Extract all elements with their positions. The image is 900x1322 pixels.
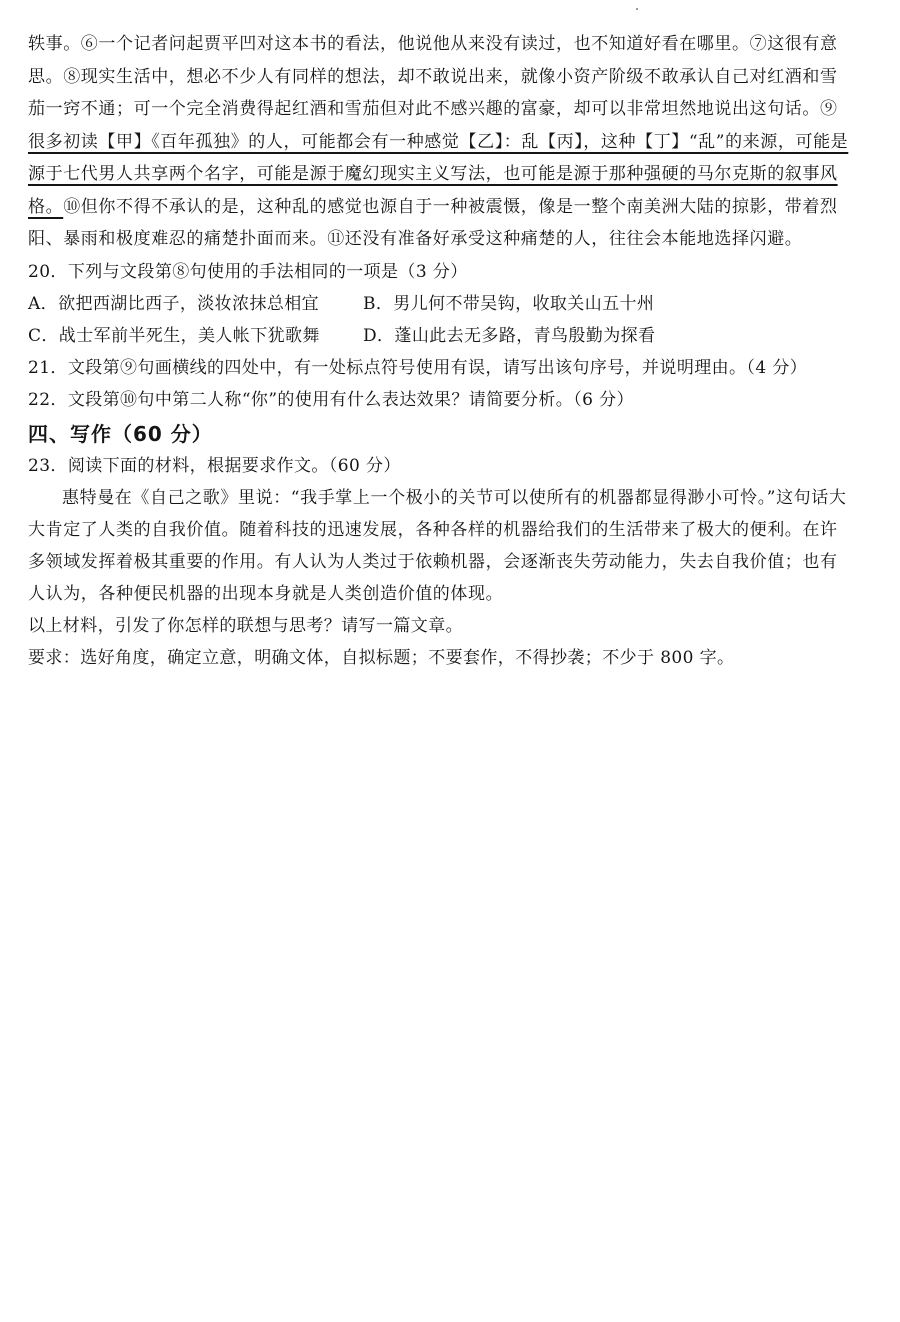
material-line-1: 惠特曼在《自己之歌》里说：“我手掌上一个极小的关节可以使所有的机器都显得渺小可怜。”这句话大 [62, 487, 847, 508]
material-line-4: 人认为，各种便民机器的出现本身就是人类创造价值的体现。 [28, 583, 504, 604]
sentence-10-text: ⑩但你不得不承认的是，这种乱的感觉也源自于一种被震慑，像是一整个南美洲大陆的掠影，带着烈 [63, 196, 838, 217]
options-row-2 [28, 320, 864, 352]
passage-line-6 [28, 191, 864, 224]
scan-speck [636, 8, 638, 10]
option-d: D．蓬山此去无多路，青鸟殷勤为探看 [363, 325, 656, 346]
underlined-sentence-9-part-2: 源于七代男人共享两个名字，可能是源于魔幻现实主义写法，也可能是源于那种强硬的马尔克斯的叙事风 [28, 164, 838, 184]
passage-line-7: 阳、暴雨和极度难忍的痛楚扑面而来。⑪还没有准备好承受这种痛楚的人，往往会本能地选择闪避。 [28, 229, 803, 249]
option-b: B．男儿何不带吴钩，收取关山五十州 [363, 293, 655, 314]
reading-passage [28, 28, 864, 256]
exam-page [28, 28, 864, 674]
passage-line-4 [28, 126, 864, 159]
question-20-options [28, 288, 864, 352]
material-line-3: 多领域发挥着极其重要的作用。有人认为人类过于依赖机器，会逐渐丧失劳动能力，失去自我价值；也有 [28, 551, 838, 572]
passage-line-3: 茄一窍不通；可一个完全消费得起红酒和雪茄但对此不感兴趣的富豪，却可以非常坦然地说出这句话。⑨ [28, 99, 838, 119]
writing-prompt: 以上材料，引发了你怎样的联想与思考？请写一篇文章。 [28, 615, 463, 636]
passage-line-1: 轶事。⑥一个记者问起贾平凹对这本书的看法，他说他从来没有读过，也不知道好看在哪里。⑦这很有意 [28, 34, 838, 54]
option-a: A．欲把西湖比西子，淡妆浓抹总相宜 [28, 293, 320, 314]
question-23-stem: 23．阅读下面的材料，根据要求作文。（60 分） [28, 455, 401, 476]
underlined-sentence-9-part-1: 很多初读【甲】《百年孤独》的人，可能都会有一种感觉【乙】：乱【丙】，这种【丁】“乱”的来源，可能是 [28, 131, 849, 152]
writing-requirement: 要求：选好角度，确定立意，明确文体，自拟标题；不要套作，不得抄袭；不少于 800 字。 [28, 647, 735, 668]
underlined-sentence-9-part-3: 格。 [28, 196, 64, 217]
passage-line-2: 思。⑧现实生活中，想必不少人有同样的想法，却不敢说出来，就像小资产阶级不敢承认自己对红酒和雪 [28, 66, 838, 87]
section-heading-writing: 四、写作（60 分） [28, 421, 213, 446]
material-line-2: 大肯定了人类的自我价值。随着科技的迅速发展，各种各样的机器给我们的生活带来了极大的便利。在许 [28, 519, 838, 540]
question-22: 22．文段第⑩句中第二人称“你”的使用有什么表达效果？请简要分析。（6 分） [28, 389, 634, 410]
question-20-stem: 20．下列与文段第⑧句使用的手法相同的一项是（3 分） [28, 261, 468, 282]
options-row-1 [28, 288, 864, 320]
option-c: C．战士军前半死生，美人帐下犹歌舞 [28, 325, 320, 346]
passage-line-5 [28, 158, 864, 191]
question-21: 21．文段第⑨句画横线的四处中，有一处标点符号使用有误，请写出该句序号，并说明理由。（4 分） [28, 357, 808, 378]
writing-material [28, 482, 864, 610]
